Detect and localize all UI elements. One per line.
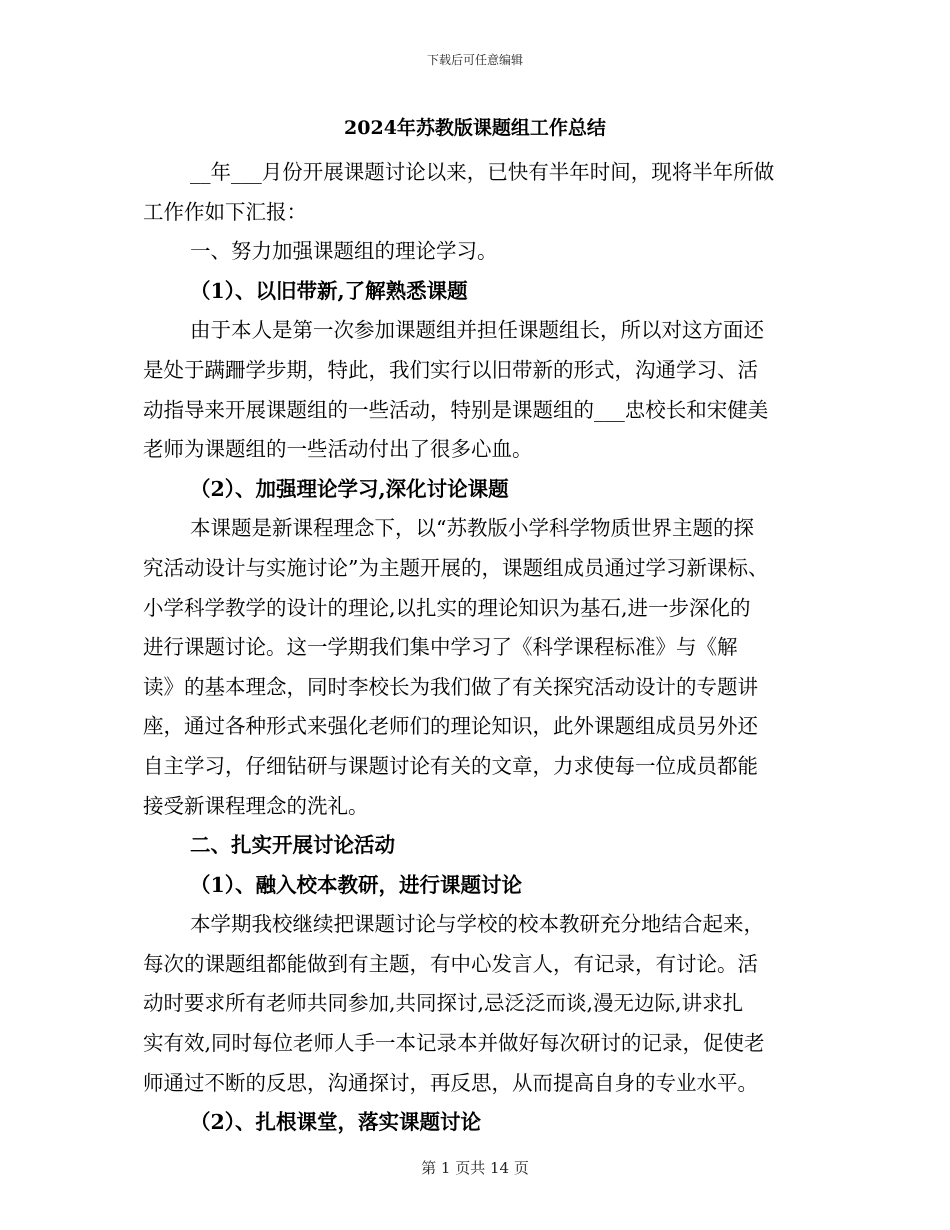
- section-heading: 二、扎实开展讨论活动: [190, 833, 395, 858]
- paragraph-line: 每次的课题组都能做到有主题，有中心发言人，有记录，有讨论。活: [143, 951, 758, 976]
- paragraph-line: 动时要求所有老师共同参加,共同探讨,忌泛泛而谈,漫无边际,讲求扎: [143, 991, 744, 1016]
- paragraph-line: 接受新课程理念的洗礼。: [143, 793, 369, 818]
- paragraph-line: 座，通过各种形式来强化老师们的理论知识，此外课题组成员另外还: [143, 714, 758, 739]
- section-heading: 一、努力加强课题组的理论学习。: [190, 239, 498, 264]
- paragraph-line: 实有效,同时每位老师人手一本记录本并做好每次研讨的记录，促使老: [143, 1031, 765, 1056]
- subsection-heading: （1）、以旧带新,了解熟悉课题: [190, 278, 468, 303]
- paragraph-line: 究活动设计与实施讨论”为主题开展的，课题组成员通过学习新课标、: [143, 555, 769, 580]
- paragraph-line: 本学期我校继续把课题讨论与学校的校本教研充分地结合起来，: [190, 912, 764, 937]
- paragraph-line: 是处于蹒跚学步期，特此，我们实行以旧带新的形式，沟通学习、活: [143, 357, 758, 382]
- page-header: 下载后可任意编辑: [426, 53, 523, 67]
- subsection-heading: （2）、扎根课堂，落实课题讨论: [190, 1110, 482, 1135]
- subsection-heading: （2）、加强理论学习,深化讨论课题: [190, 476, 509, 501]
- document-title: 2024年苏教版课题组工作总结: [344, 117, 606, 139]
- paragraph-line: 师通过不断的反思，沟通探讨，再反思，从而提高自身的专业水平。: [143, 1070, 758, 1095]
- paragraph-line: 进行课题讨论。这一学期我们集中学习了《科学课程标准》与《解: [143, 635, 738, 660]
- paragraph-line: __年___月份开展课题讨论以来，已快有半年时间，现将半年所做: [190, 160, 775, 184]
- document-body: [143, 153, 813, 1143]
- page-footer: 第 1 页共 14 页: [421, 1159, 529, 1177]
- paragraph-line: 老师为课题组的一些活动付出了很多心血。: [143, 437, 533, 462]
- subsection-heading: （1）、融入校本教研，进行课题讨论: [190, 872, 523, 897]
- paragraph-line: 自主学习，仔细钻研与课题讨论有关的文章，力求使每一位成员都能: [143, 753, 758, 778]
- paragraph-line: 动指导来开展课题组的一些活动，特别是课题组的___忠校长和宋健美: [143, 397, 769, 422]
- paragraph-line: 本课题是新课程理念下，以“苏教版小学科学物质世界主题的探: [190, 516, 754, 541]
- paragraph-line: 由于本人是第一次参加课题组并担任课题组长，所以对这方面还: [190, 318, 764, 343]
- paragraph-line: 读》的基本理念，同时李校长为我们做了有关探究活动设计的专题讲: [143, 674, 758, 699]
- paragraph-line: 工作作如下汇报：: [143, 199, 307, 224]
- paragraph-line: 小学科学教学的设计的理论,以扎实的理论知识为基石,进一步深化的: [143, 595, 751, 620]
